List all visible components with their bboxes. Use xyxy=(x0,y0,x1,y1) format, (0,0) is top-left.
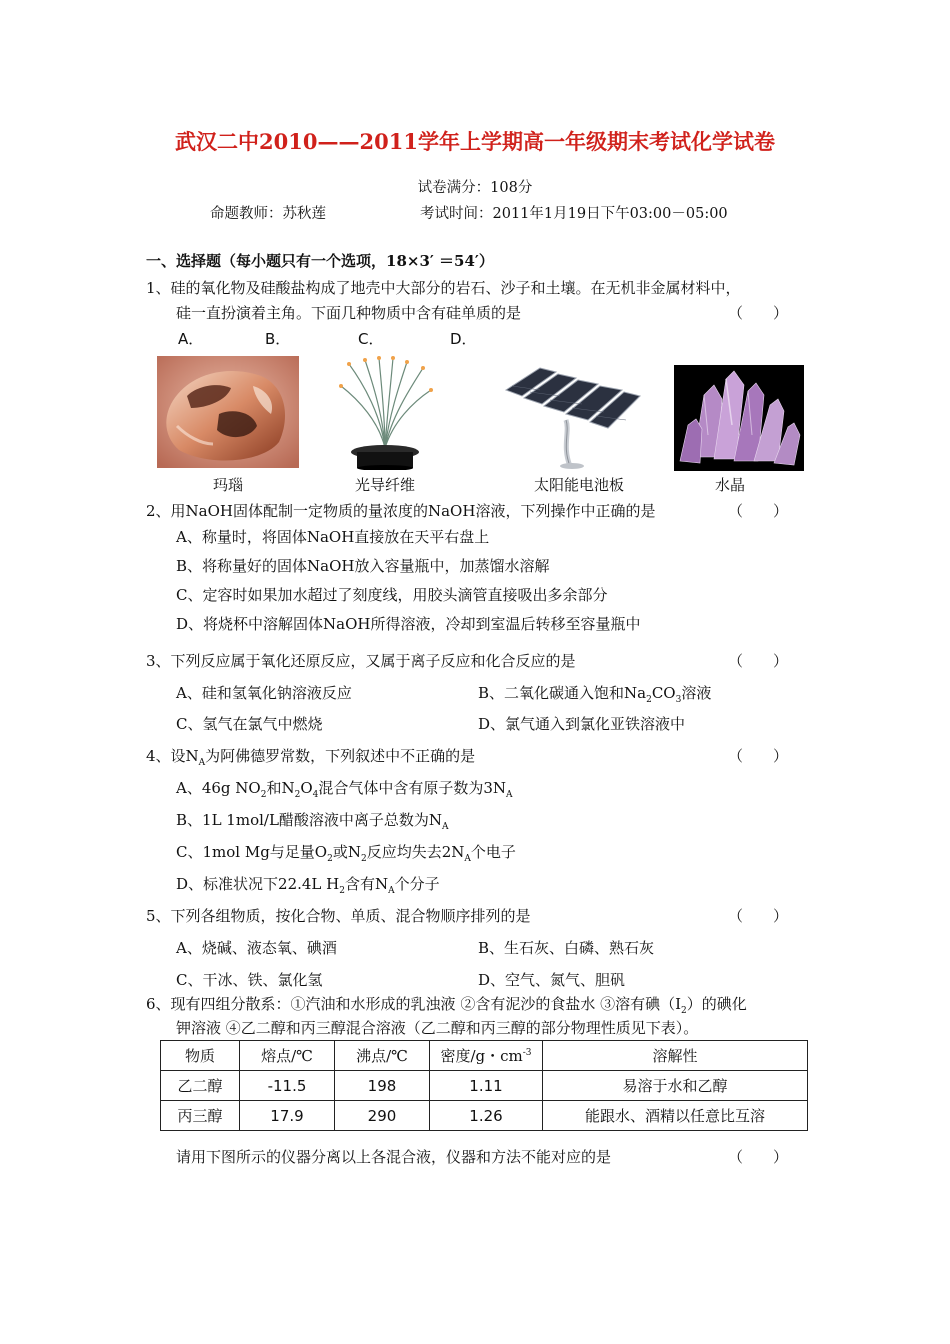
q3-option-d: D、氯气通入到氯化亚铁溶液中 xyxy=(478,715,686,733)
q4-option-a: A、46g $NO_2$和$N_2O_4$混合气体中含有原子数为$3N_A$ xyxy=(176,779,513,800)
q2-stem: 2、用NaOH固体配制一定物质的量浓度的NaOH溶液，下列操作中正确的是 xyxy=(146,502,656,520)
q1-stem-line1: 1、硅的氧化物及硅酸盐构成了地壳中大部分的岩石、沙子和土壤。在无机非金属材料中， xyxy=(146,279,741,297)
table-header-cell: 熔点/℃ xyxy=(240,1041,335,1071)
q4-stem: 4、设$N_A$为阿佛德罗常数，下列叙述中不正确的是 xyxy=(146,747,476,768)
crystal-image xyxy=(674,365,804,471)
table-cell: 1.26 xyxy=(430,1101,543,1131)
table-cell: 乙二醇 xyxy=(161,1071,240,1101)
q3-stem: 3、下列反应属于氧化还原反应，又属于离子反应和化合反应的是 xyxy=(146,652,576,670)
q5-stem: 5、下列各组物质，按化合物、单质、混合物顺序排列的是 xyxy=(146,907,531,925)
table-row xyxy=(161,1101,808,1131)
q1-caption-solar: 太阳能电池板 xyxy=(533,476,624,494)
q3-option-a: A、硅和氢氧化钠溶液反应 xyxy=(176,684,352,702)
table-cell: 易溶于水和乙醇 xyxy=(543,1071,808,1101)
table-cell: 198 xyxy=(335,1071,430,1101)
table-header-row xyxy=(161,1041,808,1071)
section-heading: 一、选择题（每小题只有一个选项，18×3′ ＝54′） xyxy=(146,252,494,270)
q5-answer-paren: （ ） xyxy=(728,907,789,925)
q5-option-c: C、干冰、铁、氯化氢 xyxy=(176,971,323,989)
table-cell: 能跟水、酒精以任意比互溶 xyxy=(543,1101,808,1131)
solar-panel-image xyxy=(500,360,645,470)
q3-answer-paren: （ ） xyxy=(728,652,789,670)
q5-option-b: B、生石灰、白磷、熟石灰 xyxy=(478,939,655,957)
q3-option-c: C、氢气在氯气中燃烧 xyxy=(176,715,323,733)
q6-stem-line2: 钾溶液 ④乙二醇和丙三醇混合溶液（乙二醇和丙三醇的部分物理性质见下表）。 xyxy=(176,1019,699,1037)
agate-image xyxy=(157,356,299,468)
table-row xyxy=(161,1071,808,1101)
q1-answer-paren: （ ） xyxy=(728,304,789,322)
q4-option-b: B、1L 1mol/L醋酸溶液中离子总数为$N_A$ xyxy=(176,811,449,832)
table-header-cell: 密度/g・$cm^{-3}$ xyxy=(430,1041,543,1071)
exam-title: 武汉二中2010——2011学年上学期高一年级期末考试化学试卷 xyxy=(175,129,775,154)
q1-stem-line2: 硅一直扮演着主角。下面几种物质中含有硅单质的是 xyxy=(176,304,522,322)
q4-option-d: D、标准状况下22.4L $H_2$含有$N_A$个分子 xyxy=(176,875,440,896)
q2-option-c: C、定容时如果加水超过了刻度线，用胶头滴管直接吸出多余部分 xyxy=(176,586,608,604)
q2-option-b: B、将称量好的固体NaOH放入容量瓶中，加蒸馏水溶解 xyxy=(176,557,550,575)
q1-label-c: C． xyxy=(358,330,384,348)
full-score: 试卷满分：108分 xyxy=(417,180,533,196)
table-cell: -11.5 xyxy=(240,1071,335,1101)
q1-label-d: D． xyxy=(450,330,477,348)
q1-caption-fiber: 光导纤维 xyxy=(354,476,415,494)
table-header-cell: 沸点/℃ xyxy=(335,1041,430,1071)
table-cell: 1.11 xyxy=(430,1071,543,1101)
table-cell: 丙三醇 xyxy=(161,1101,240,1131)
q6-stem-line1: 6、现有四组分散系：①汽油和水形成的乳浊液 ②含有泥沙的食盐水 ③溶有碘$(I_2)$的碘化 xyxy=(146,995,747,1016)
table-cell: 17.9 xyxy=(240,1101,335,1131)
q5-option-a: A、烧碱、液态氧、碘酒 xyxy=(176,939,337,957)
q6-answer-paren: （ ） xyxy=(728,1148,789,1166)
q3-option-b: B、二氧化碳通入饱和$Na_2CO_3$溶液 xyxy=(478,684,712,705)
table-header-cell: 溶解性 xyxy=(543,1041,808,1071)
q1-label-a: A． xyxy=(178,330,204,348)
teacher-line: 命题教师：苏秋莲 xyxy=(210,206,326,222)
q2-option-d: D、将烧杯中溶解固体NaOH所得溶液，冷却到室温后转移至容量瓶中 xyxy=(176,615,641,633)
q1-label-b: B． xyxy=(265,330,291,348)
q4-option-c: C、1mol Mg与足量$O_2$或$N_2$反应均失去$2N_A$个电子 xyxy=(176,843,516,864)
q5-option-d: D、空气、氮气、胆矾 xyxy=(478,971,626,989)
q1-caption-crystal: 水晶 xyxy=(714,476,745,494)
q4-answer-paren: （ ） xyxy=(728,747,789,765)
q2-option-a: A、称量时，将固体NaOH直接放在天平右盘上 xyxy=(176,528,490,546)
q1-caption-agate: 玛瑙 xyxy=(212,476,243,494)
table-header-cell: 物质 xyxy=(161,1041,240,1071)
exam-time-line: 考试时间：2011年1月19日下午03:00－05:00 xyxy=(420,206,728,222)
properties-table xyxy=(160,1040,808,1131)
q6-follow-up: 请用下图所示的仪器分离以上各混合液，仪器和方法不能对应的是 xyxy=(176,1148,612,1166)
table-cell: 290 xyxy=(335,1101,430,1131)
q2-answer-paren: （ ） xyxy=(728,502,789,520)
optical-fiber-image xyxy=(335,356,435,470)
